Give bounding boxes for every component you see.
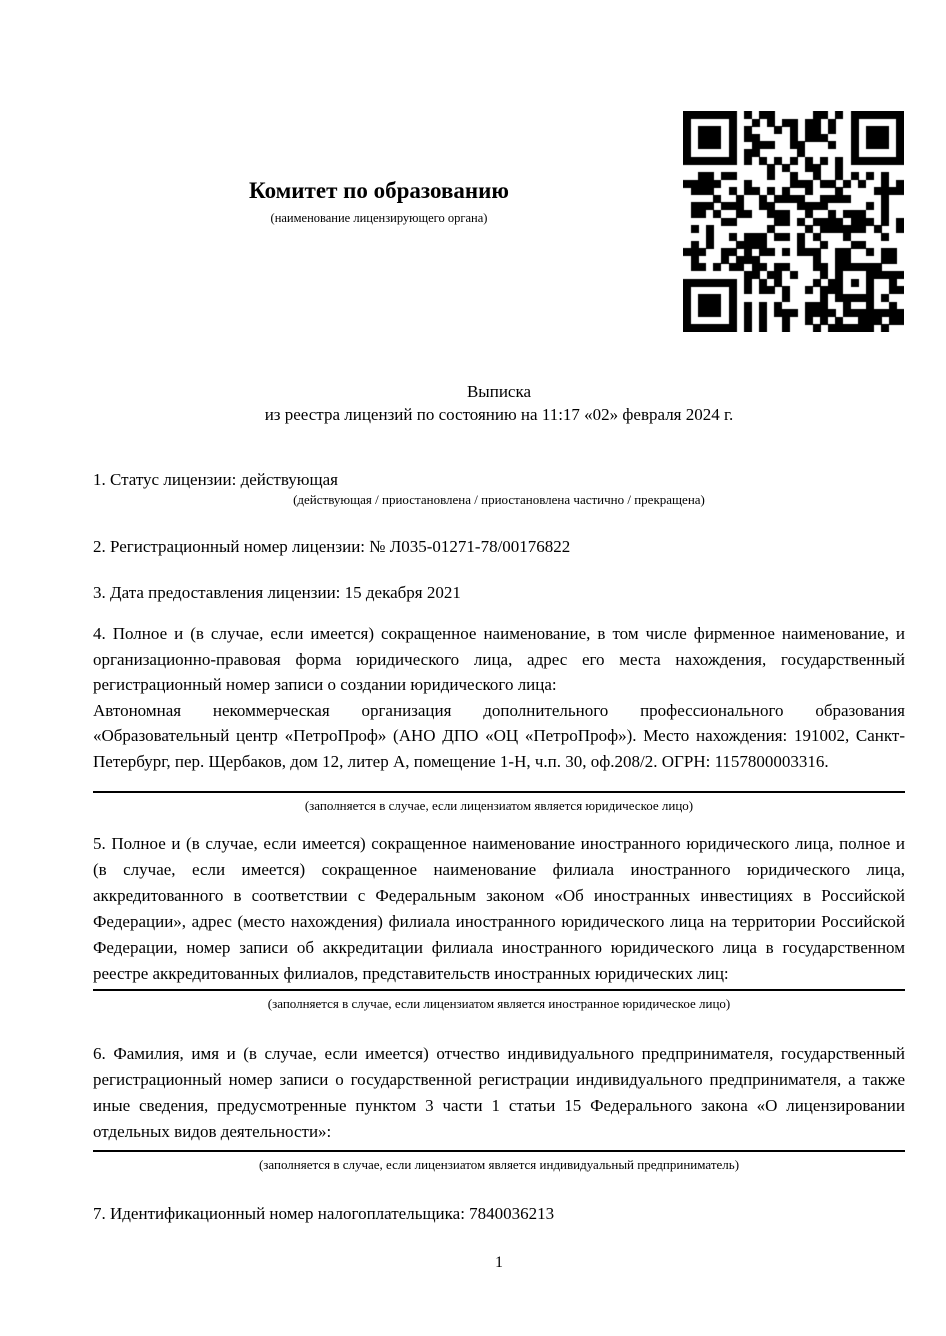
legal-entity-caption: (заполняется в случае, если лицензиатом является юридическое лицо) xyxy=(304,798,694,813)
separator-rule-entrepreneur xyxy=(93,1150,905,1152)
licensing-authority-name: Комитет по образованию xyxy=(249,178,509,203)
document-title xyxy=(93,380,905,426)
page-number: 1 xyxy=(495,1254,503,1271)
separator-rule-legal-entity xyxy=(93,791,905,793)
field-license-status: 1. Статус лицензии: действующая xyxy=(93,470,338,489)
legal-entity-question: 4. Полное и (в случае, если имеется) сокращенное наименование, в том числе фирменное наименование, и организационно-правовая форма юридического лица, адрес его места нахождения, государственный регистрационный номер записи о создании юридического лица: xyxy=(93,624,905,694)
foreign-entity-caption: (заполняется в случае, если лицензиатом является иностранное юридическое лицо) xyxy=(267,996,731,1011)
entrepreneur-caption: (заполняется в случае, если лицензиатом является индивидуальный предприниматель) xyxy=(258,1157,740,1172)
document-title-line1: Выписка xyxy=(466,382,532,401)
license-status-options-caption: (действующая / приостановлена / приостановлена частично / прекращена) xyxy=(293,492,705,507)
separator-rule-foreign-entity xyxy=(93,989,905,991)
document-title-line2: из реестра лицензий по состоянию на 11:17 «02» февраля 2024 г. xyxy=(264,405,734,424)
licensing-authority-caption: (наименование лицензирующего органа) xyxy=(270,211,488,225)
field-license-date: 3. Дата предоставления лицензии: 15 декабря 2021 xyxy=(93,583,461,602)
field-registration-number: 2. Регистрационный номер лицензии: № Л035-01271-78/00176822 xyxy=(93,537,571,556)
header xyxy=(93,176,665,226)
qr-code xyxy=(683,111,904,332)
field-legal-entity xyxy=(93,621,905,774)
field-foreign-entity: 5. Полное и (в случае, если имеется) сокращенное наименование иностранного юридического лица, полное и (в случае, если имеется) сокращенное наименование филиала иностранного юридического лица, аккредитованного в соответствии с Федеральным законом «Об иностранных инвестициях в Российской Федерации», адрес (место нахождения) филиала иностранного юридического лица на территории Российской Федерации, номер записи об аккредитации филиала иностранного юридического лица в государственном реестре аккредитованных филиалов, представительств иностранных юридических лиц: xyxy=(93,834,905,983)
field-individual-entrepreneur: 6. Фамилия, имя и (в случае, если имеется) отчество индивидуального предпринимателя, государственный регистрационный номер записи о государственной регистрации индивидуального предпринимателя, а также иные сведения, предусмотренные пунктом 3 части 1 статьи 15 Федерального закона «О лицензировании отдельных видов деятельности»: xyxy=(93,1044,905,1141)
field-taxpayer-id: 7. Идентификационный номер налогоплательщика: 7840036213 xyxy=(93,1204,555,1223)
legal-entity-value: Автономная некоммерческая организация дополнительного профессионального образования «Образовательный центр «ПетроПроф» (АНО ДПО «ОЦ «ПетроПроф»). Место нахождения: 191002, Санкт-Петербург, пер. Щербаков, дом 12, литер А, помещение 1-Н, ч.п. 30, оф.208/2. ОГРН: 1157800003316. xyxy=(93,700,905,771)
